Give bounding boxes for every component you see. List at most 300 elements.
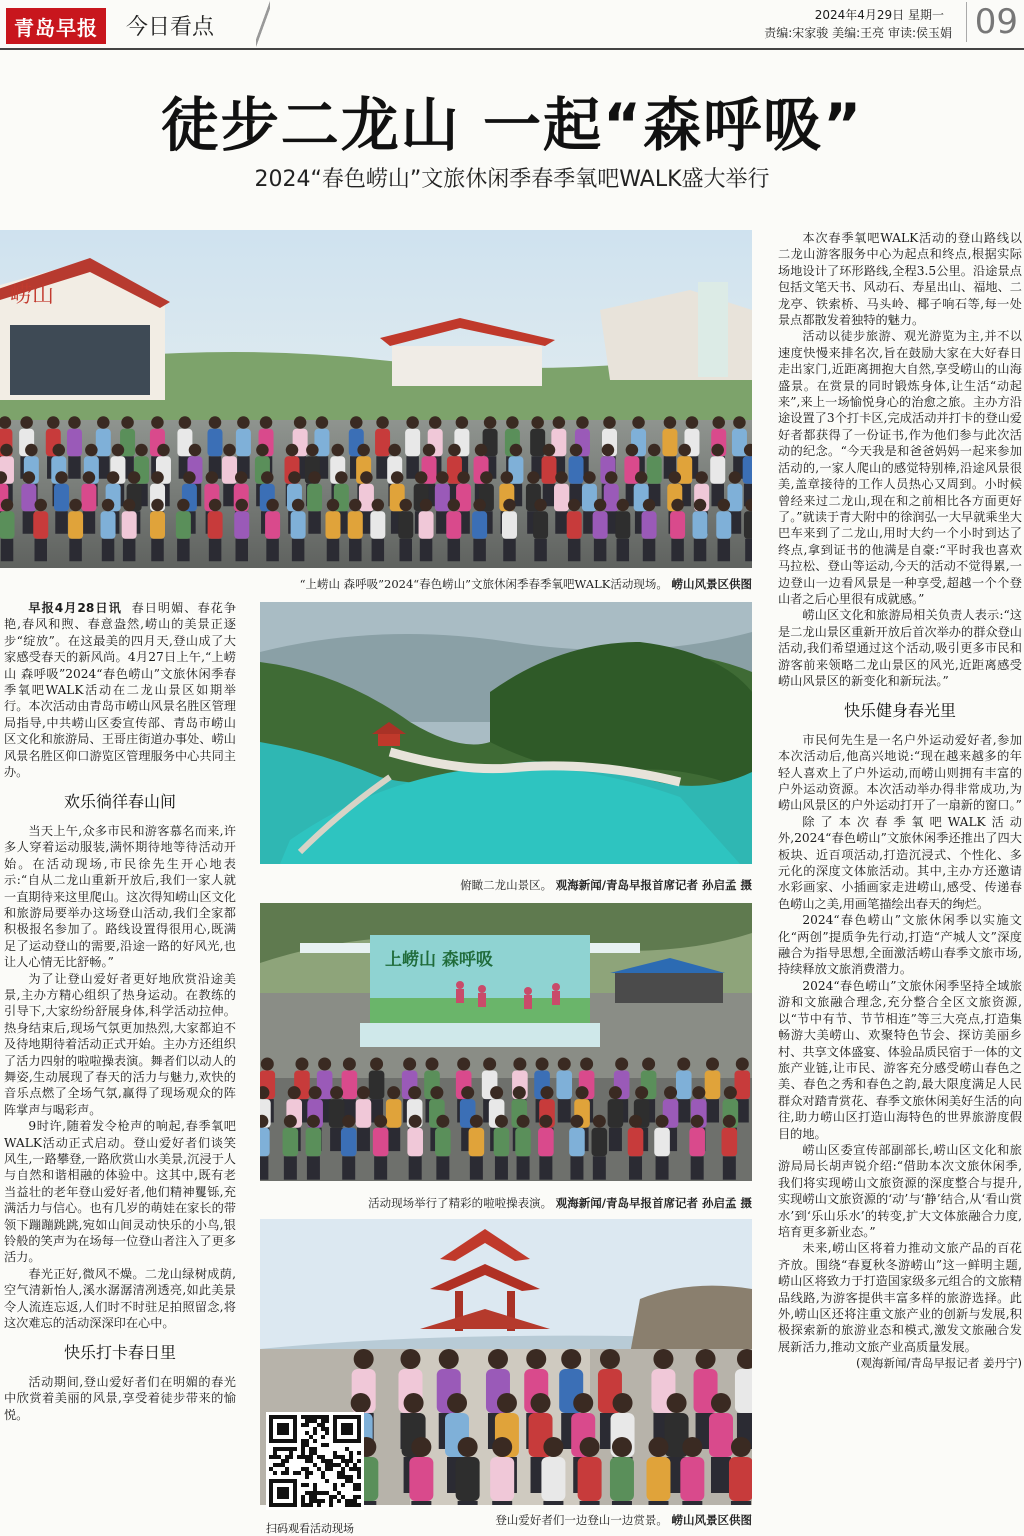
person-figure	[635, 471, 648, 484]
person-figure	[55, 511, 67, 534]
person-figure	[292, 539, 305, 562]
person-figure	[670, 511, 685, 539]
person-figure	[506, 416, 519, 429]
person-figure	[291, 511, 306, 539]
person-figure	[288, 471, 301, 484]
person-figure	[376, 416, 389, 429]
person-figure	[689, 1128, 705, 1157]
person-figure	[671, 499, 684, 512]
person-figure	[711, 1393, 731, 1413]
qr-label: 扫码观看活动现场	[266, 1522, 354, 1535]
person-figure	[567, 511, 582, 539]
person-figure	[294, 416, 307, 429]
person-figure	[643, 499, 656, 512]
person-figure	[593, 1115, 606, 1128]
person-figure	[648, 1501, 668, 1505]
person-figure	[568, 499, 581, 512]
person-figure	[617, 539, 630, 562]
person-figure	[671, 539, 684, 562]
person-figure	[357, 1086, 370, 1099]
paragraph: 崂山区委宣传部副部长,崂山区文化和旅游局局长胡声锐介绍:“借助本次文旅休闲季,我们将实现崂山文旅资源的深度整合与提升,实现崂山文旅资源的‘动’与‘静’结合,从‘看山赏水’到‘乐山乐水’的转变,扩大文体旅融合力度,培育更多新业态。”	[778, 1142, 1022, 1239]
person-figure	[610, 1457, 634, 1501]
person-figure	[629, 1156, 642, 1179]
person-figure	[370, 511, 385, 539]
person-figure	[430, 1086, 443, 1099]
person-figure	[54, 484, 69, 512]
person-figure	[677, 1099, 690, 1122]
person-figure	[736, 1058, 749, 1071]
person-figure	[513, 1058, 526, 1071]
person-figure	[374, 1156, 387, 1179]
person-figure	[576, 416, 589, 429]
person-figure	[495, 1156, 508, 1179]
person-figure	[327, 539, 340, 562]
person-figure	[628, 1128, 644, 1157]
person-figure	[593, 1156, 606, 1179]
masthead-divider	[256, 0, 270, 48]
paragraph: 崂山区文化和旅游局相关负责人表示:“这是二龙山景区重新开放后首次举办的群众登山活动,我们希望通过这个活动,吸引更多市民和游客前来领略二龙山景区的风光,近距离感受崂山风景区的新变化和新玩法。”	[778, 608, 1022, 688]
person-figure	[236, 539, 249, 562]
person-figure	[745, 539, 752, 562]
person-figure	[67, 429, 82, 457]
person-figure	[653, 1349, 673, 1369]
person-figure	[151, 471, 164, 484]
person-figure	[734, 1071, 750, 1100]
person-figure	[420, 499, 433, 512]
person-figure	[705, 1071, 721, 1100]
person-figure	[664, 416, 677, 429]
person-figure	[375, 429, 390, 457]
person-figure	[448, 499, 461, 512]
caption-hikers-photo: 登山爱好者们一边登山一边赏景。 崂山风景区供图	[495, 1513, 752, 1527]
article-column-left	[4, 600, 236, 1528]
person-figure	[677, 1058, 690, 1071]
person-figure	[435, 484, 450, 512]
person-figure	[356, 1099, 372, 1128]
person-figure	[83, 471, 96, 484]
person-figure	[409, 1457, 433, 1501]
person-figure	[327, 499, 340, 512]
person-figure	[617, 499, 630, 512]
person-figure	[69, 499, 82, 512]
person-figure	[541, 1086, 554, 1099]
person-figure	[570, 1156, 583, 1179]
person-figure	[539, 1156, 552, 1179]
person-figure	[580, 1501, 600, 1505]
person-figure	[669, 471, 682, 484]
subheading-1: 欢乐徜徉春山间	[63, 792, 176, 812]
person-figure	[34, 499, 47, 512]
article-lead: 早报4月28日讯 春日明媚、春花争艳,春风和煦、春意盎然,崂山的美景正逐步“绽放”。在这最美的四月天,登山成了大家感受春天的新风尚。4月27日上午,“上崂山 森呼吸”2024“春色崂山”文旅休闲季春季氧吧WALK活动在二龙山景区如期举行。本次活动由青岛市崂山风景名胜区管理局指导,中共崂山区委宣传部、青岛市崂山区文化和旅游局、王哥庄街道办事处、崂山风景名胜区仰口游览区管理服务中心共同主办。	[4, 601, 236, 780]
person-figure	[646, 1457, 670, 1501]
person-figure	[531, 1393, 551, 1413]
person-figure	[592, 1128, 608, 1157]
subheading-2: 快乐打卡春日里	[63, 1343, 176, 1363]
person-figure	[626, 444, 639, 457]
qr-code-icon[interactable]	[266, 1412, 364, 1510]
person-figure	[605, 471, 618, 484]
person-figure	[456, 1457, 480, 1501]
person-figure	[342, 1071, 358, 1100]
person-figure	[284, 1115, 297, 1128]
person-figure	[411, 1501, 431, 1505]
person-figure	[399, 499, 412, 512]
person-figure	[517, 1115, 530, 1128]
person-figure	[510, 444, 523, 457]
person-figure	[593, 511, 608, 539]
person-figure	[656, 1115, 669, 1128]
person-figure	[335, 471, 348, 484]
photo-cheer-performance	[260, 903, 752, 1181]
person-figure	[733, 416, 746, 429]
person-figure	[436, 1115, 449, 1128]
person-figure	[101, 511, 116, 539]
person-figure	[265, 511, 280, 539]
person-figure	[731, 1437, 751, 1457]
person-figure	[691, 1115, 704, 1128]
person-figure	[578, 1457, 602, 1501]
person-figure	[492, 1437, 512, 1457]
person-figure	[484, 416, 497, 429]
person-figure	[635, 1086, 648, 1099]
person-figure	[429, 416, 442, 429]
person-figure	[436, 471, 449, 484]
person-figure	[83, 511, 96, 534]
person-figure	[150, 511, 165, 539]
person-figure	[405, 429, 420, 457]
person-figure	[555, 471, 568, 484]
person-figure	[128, 471, 141, 484]
person-figure	[399, 539, 412, 562]
person-figure	[729, 471, 742, 484]
person-figure	[543, 1501, 563, 1505]
person-figure	[256, 444, 269, 457]
caption-top-photo: “上崂山 森呼吸”2024“春色崂山”文旅休闲季春季氧吧WALK活动现场。 崂山风景区供图	[299, 577, 752, 591]
person-figure	[501, 471, 514, 484]
page-number: 09	[966, 2, 1018, 42]
person-figure	[360, 471, 373, 484]
person-figure	[387, 1128, 400, 1151]
person-figure	[420, 539, 433, 562]
paragraph: 活动期间,登山爱好者们在明媚的春光中欣赏着美丽的风景,享受着徒步带来的愉悦。	[4, 1374, 236, 1422]
building-sign: 崂山	[10, 283, 55, 308]
person-figure	[425, 1058, 438, 1071]
person-figure	[492, 1501, 512, 1505]
person-figure	[533, 511, 548, 539]
person-figure	[447, 1393, 467, 1413]
person-figure	[295, 1058, 308, 1071]
person-figure	[21, 484, 36, 512]
person-figure	[570, 1115, 583, 1128]
stage-banner-text: 上崂山 森呼吸	[385, 950, 493, 970]
person-figure	[470, 1115, 483, 1128]
person-figure	[497, 1393, 517, 1413]
person-figure	[342, 1115, 355, 1128]
person-figure	[261, 1058, 274, 1071]
person-figure	[121, 416, 133, 429]
person-figure	[308, 471, 321, 484]
person-figure	[374, 1115, 387, 1128]
person-figure	[223, 444, 236, 457]
person-figure	[729, 1457, 752, 1501]
person-figure	[260, 416, 273, 429]
person-figure	[711, 1457, 731, 1493]
person-figure	[406, 416, 419, 429]
person-figure	[357, 1128, 370, 1151]
person-figure	[576, 1086, 589, 1099]
person-figure	[283, 1128, 299, 1157]
person-figure	[558, 1058, 571, 1071]
person-figure	[403, 1058, 416, 1071]
person-figure	[351, 1393, 371, 1413]
person-figure	[718, 499, 731, 512]
person-figure	[718, 539, 731, 562]
person-figure	[667, 1393, 687, 1413]
person-figure	[189, 444, 202, 457]
person-figure	[33, 511, 48, 539]
person-figure	[266, 499, 279, 512]
person-figure	[439, 1349, 459, 1369]
person-figure	[68, 416, 81, 429]
person-figure	[411, 1437, 431, 1457]
person-figure	[419, 511, 434, 539]
person-figure	[594, 539, 607, 562]
person-figure	[151, 416, 164, 429]
person-figure	[503, 539, 516, 562]
person-figure	[642, 1058, 655, 1071]
person-figure	[656, 1156, 669, 1179]
person-figure	[642, 511, 657, 539]
person-figure	[727, 484, 742, 512]
person-figure	[446, 511, 461, 539]
person-figure	[68, 511, 83, 539]
person-figure	[176, 511, 191, 539]
person-figure	[458, 1437, 478, 1457]
person-figure	[515, 1128, 531, 1157]
person-figure	[306, 444, 319, 457]
person-figure	[735, 1369, 752, 1413]
person-figure	[209, 539, 222, 562]
person-figure	[716, 511, 731, 539]
person-figure	[744, 511, 752, 539]
person-figure	[236, 499, 249, 512]
person-figure	[712, 416, 725, 429]
person-figure	[654, 1128, 670, 1157]
person-figure	[284, 1156, 297, 1179]
person-figure	[331, 444, 344, 457]
person-figure	[457, 1058, 470, 1071]
person-figure	[206, 471, 219, 484]
person-figure	[530, 429, 545, 457]
editor-credits: 责编:宋家骏 美编:王亮 审读:侯玉娟	[764, 26, 952, 40]
person-figure	[177, 539, 190, 562]
person-figure	[97, 416, 110, 429]
person-figure	[569, 456, 584, 484]
paragraph: 为了让登山爱好者更好地欣赏沿途美景,主办方精心组织了热身运动。在教练的引导下,大家纷纷舒展身体,科学活动拉伸。热身结束后,现场气氛更加热烈,大家都迫不及待地期待着活动正式开始。主办方还组织了活力四射的啦啦操表演。舞者们以动人的舞姿,生动展现了春天的活力与魅力,欢快的音乐点燃了全场气氛,赢得了现场观众的阵阵掌声与喝彩声。	[4, 971, 236, 1117]
person-figure	[543, 444, 556, 457]
person-figure	[209, 416, 222, 429]
person-figure	[85, 444, 98, 457]
person-figure	[123, 499, 136, 512]
qr-code-block[interactable]	[266, 1412, 370, 1536]
person-figure	[594, 499, 607, 512]
person-figure	[266, 539, 279, 562]
person-figure	[724, 1086, 737, 1099]
person-figure	[306, 1128, 322, 1157]
person-figure	[69, 539, 82, 562]
person-figure	[602, 444, 615, 457]
person-figure	[470, 1156, 483, 1179]
subheading-3: 快乐健身春光里	[843, 701, 956, 721]
person-figure	[517, 1156, 530, 1179]
person-figure	[151, 539, 164, 562]
person-figure	[387, 1086, 400, 1099]
person-figure	[307, 1115, 320, 1128]
person-figure	[723, 1115, 736, 1128]
person-figure	[541, 456, 556, 484]
paragraph: 市民何先生是一名户外运动爱好者,参加本次活动后,他高兴地说:“现在越来越多的年轻人喜欢上了户外运动,而崂山则拥有丰富的户外运动资源。本次活动举办得非常成功,为崂山风景区的户外运动打开了一扇新的窗口。”	[778, 732, 1022, 813]
caption-aerial-photo: 俯瞰二龙山景区。 观海新闻/青岛早报首席记者 孙启孟 摄	[460, 878, 752, 892]
person-figure	[372, 539, 385, 562]
person-figure	[423, 444, 436, 457]
headline: 徒步二龙山 一起“森呼吸”	[160, 91, 864, 159]
paragraph: 春光正好,微风不燥。二龙山绿树成荫,空气清新怡人,溪水潺潺清冽透亮,如此美景令人流连忘返,人们时不时驻足拍照留念,将这次难忘的活动深深印在心中。	[4, 1266, 236, 1331]
person-figure	[81, 484, 96, 512]
person-figure	[68, 456, 81, 479]
photo-aerial-lake	[260, 602, 752, 864]
person-figure	[600, 1349, 620, 1369]
person-figure	[307, 484, 322, 512]
person-figure	[695, 471, 708, 484]
person-figure	[490, 1457, 514, 1501]
person-figure	[342, 1156, 355, 1179]
person-figure	[435, 1128, 451, 1157]
person-figure	[480, 471, 493, 484]
person-figure	[502, 511, 517, 539]
person-figure	[609, 1086, 622, 1099]
person-figure	[615, 1058, 628, 1071]
person-figure	[678, 444, 691, 457]
person-figure	[23, 471, 36, 484]
person-figure	[25, 444, 38, 457]
person-figure	[369, 1071, 385, 1100]
person-figure	[341, 1128, 357, 1157]
person-figure	[556, 1071, 572, 1100]
person-figure	[307, 1156, 320, 1179]
person-figure	[632, 416, 645, 429]
person-figure	[527, 471, 540, 484]
person-figure	[706, 1099, 719, 1122]
person-figure	[448, 539, 461, 562]
person-figure	[682, 1501, 702, 1505]
person-figure	[107, 471, 120, 484]
person-figure	[261, 471, 274, 484]
person-figure	[207, 429, 222, 457]
person-figure	[686, 416, 699, 429]
person-figure	[494, 1128, 510, 1157]
person-figure	[407, 1128, 423, 1157]
person-figure	[603, 416, 616, 429]
person-figure	[458, 1501, 478, 1505]
reporter-byline: (观海新闻/青岛早报记者 姜丹宁)	[855, 1356, 1022, 1371]
person-figure	[409, 1115, 422, 1128]
person-figure	[408, 1086, 421, 1099]
person-figure	[391, 471, 404, 484]
person-figure	[664, 1086, 677, 1099]
person-figure	[260, 1156, 268, 1179]
person-figure	[696, 1349, 716, 1369]
person-figure	[373, 1128, 389, 1157]
person-figure	[436, 1156, 449, 1179]
person-figure	[386, 1099, 402, 1128]
person-figure	[308, 511, 321, 534]
person-figure	[709, 1413, 733, 1457]
paragraph: 本次春季氧吧WALK活动的登山路线以二龙山游客服务中心为起点和终点,根据实际场地设计了环形路线,全程3.5公里。沿途景点包括文笔天书、风动石、寿星出山、福地、二龙亭、铁索桥、马头岭、椰子响石等,每一处景点都散发着独特的魅力。	[778, 231, 1022, 328]
paragraph: 2024“春色崂山”文旅休闲季以实施文化“两创”提质争先行动,打造“产城人文”深度融合为指导思想,全面激活崂山春季文旅市场,持续释放文旅消费潜力。	[778, 913, 1022, 977]
person-figure	[706, 1058, 719, 1071]
person-figure	[731, 1501, 751, 1505]
person-figure	[743, 456, 752, 484]
person-figure	[538, 1128, 554, 1157]
person-figure	[558, 1099, 571, 1122]
person-figure	[357, 444, 370, 457]
person-figure	[526, 1349, 546, 1369]
person-figure	[710, 456, 725, 484]
person-figure	[398, 511, 413, 539]
person-figure	[53, 444, 65, 457]
person-figure	[47, 416, 60, 429]
person-figure	[513, 1086, 526, 1099]
person-figure	[292, 499, 305, 512]
article-column-right	[778, 230, 1022, 1528]
paragraph: 活动以徒步旅游、观光游览为主,并不以速度快慢来排名次,旨在鼓励大家在大好春日走出家门,近距离拥抱大自然,享受崂山的山海盛景。在赏景的同时锻炼身体,让生活“动起来”,来上一场愉悦身心的治愈之旅。主办方沿途设置了3个打卡区,完成活动并打卡的登山爱好者都获得了一份证书,作为他们参与此次活动的纪念。“今天我是和爸爸妈妈一起来参加活动的,一家人爬山的感觉特别棒,沿途风景很美,盖章接待的工作人员热心又周到。小时候曾经来过二龙山,现在和之前相比各方面更好了。”就读于青大附中的徐润弘一大早就乘坐大巴车来到了二龙山,用时大约一个小时到达了终点,拿到证书的他满是自豪:“平时我也喜欢马拉松、登山等运动,今天的活动不觉得累,一边登山一边看风景是一种享受,超越一个个登山者之后心里很有成就感。”	[778, 329, 1022, 606]
person-figure	[723, 1156, 736, 1179]
person-figure	[609, 1128, 622, 1151]
person-figure	[208, 511, 223, 539]
person-figure	[349, 539, 362, 562]
photo-crowd-warmup	[0, 230, 752, 568]
person-figure	[534, 499, 547, 512]
person-figure	[536, 1058, 549, 1071]
person-figure	[682, 1437, 702, 1457]
person-figure	[488, 1349, 508, 1369]
person-figure	[555, 511, 568, 534]
person-figure	[177, 499, 190, 512]
person-figure	[179, 416, 192, 429]
person-figure	[457, 471, 470, 484]
person-figure	[694, 539, 707, 562]
person-figure	[343, 1058, 356, 1071]
person-figure	[350, 416, 363, 429]
person-figure	[96, 429, 111, 457]
person-figure	[643, 539, 656, 562]
person-figure	[209, 499, 222, 512]
section-title: 今日看点	[126, 15, 215, 40]
person-figure	[286, 444, 299, 457]
person-figure	[662, 429, 677, 457]
person-figure	[473, 539, 486, 562]
person-figure	[615, 511, 630, 539]
person-figure	[568, 539, 581, 562]
person-figure	[612, 1437, 632, 1457]
person-figure	[711, 444, 724, 457]
person-figure	[370, 1058, 383, 1071]
person-figure	[543, 1437, 563, 1457]
person-figure	[583, 471, 596, 484]
person-figure	[260, 1128, 270, 1157]
person-figure	[404, 1393, 424, 1413]
paragraph: 9时许,随着发令枪声的响起,春季氧吧WALK活动正式启动。登山爱好者们谈笑风生,一路攀登,一路欣赏山水美景,沉浸于人与自然和谐相融的体验中。这其中,既有老当益壮的老年登山爱好者,他们精神矍铄,充满活力与信心。也有几岁的萌娃在家长的带领下蹦蹦跳跳,宛如山间灵动快乐的小鸟,银铃般的笑声为在场每一位登山者注入了更多活力。	[4, 1119, 236, 1265]
